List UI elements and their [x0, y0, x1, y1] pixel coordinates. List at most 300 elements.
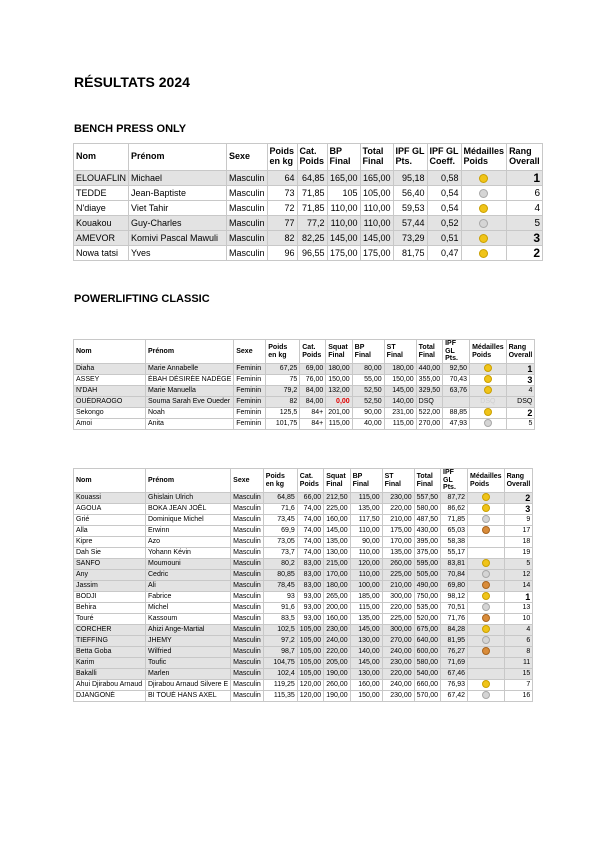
total-cell: 375,00 — [414, 548, 440, 559]
rang-cell: 14 — [504, 581, 533, 592]
st-cell: 140,00 — [384, 397, 416, 408]
poids-cell: 67,25 — [266, 364, 300, 375]
st-cell: 230,00 — [382, 493, 414, 504]
bp-cell: 100,00 — [350, 581, 382, 592]
table-row — [74, 647, 533, 658]
medal-cell — [470, 375, 507, 386]
bp-cell: 110,00 — [350, 526, 382, 537]
nom-cell: SANFO — [74, 559, 146, 570]
st-cell: 260,00 — [382, 559, 414, 570]
gold-medal-icon — [484, 386, 492, 394]
squat-cell: 180,00 — [326, 364, 352, 375]
nom-cell: Grié — [74, 515, 146, 526]
sexe-cell: Masculin — [231, 647, 264, 658]
cat-cell: 105,00 — [297, 669, 323, 680]
medal-cell — [468, 493, 505, 504]
nom-cell: Diaha — [74, 364, 146, 375]
gold-medal-icon — [482, 493, 490, 501]
cat-cell: 66,00 — [297, 493, 323, 504]
table-row — [74, 592, 533, 603]
women-header-row — [74, 340, 535, 364]
sexe-cell: Masculin — [231, 680, 264, 691]
squat-cell: 201,00 — [326, 408, 352, 419]
poids-cell: 97,2 — [263, 636, 297, 647]
gold-medal-icon — [482, 592, 490, 600]
medal-cell — [461, 246, 507, 261]
rang-cell: 17 — [504, 526, 533, 537]
poids-cell: 96 — [267, 246, 297, 261]
rang-cell: 12 — [504, 570, 533, 581]
bp-cell: 165,00 — [327, 171, 360, 186]
nom-cell: BODJI — [74, 592, 146, 603]
poids-cell: 102,5 — [263, 625, 297, 636]
bronze-medal-icon — [482, 581, 490, 589]
cat-cell: 120,00 — [297, 691, 323, 702]
gold-medal-icon — [479, 234, 488, 243]
total-cell: 520,00 — [414, 614, 440, 625]
poids-cell: 80,85 — [263, 570, 297, 581]
rang-cell: 13 — [504, 603, 533, 614]
ipf-cell: 76,93 — [441, 680, 468, 691]
nom-cell: N'DAH — [74, 386, 146, 397]
coeff-cell: 0,54 — [427, 186, 461, 201]
sexe-cell: Feminin — [234, 397, 266, 408]
prenom-cell: Yohann Kévin — [146, 548, 231, 559]
nom-cell: Jassim — [74, 581, 146, 592]
medal-cell — [461, 171, 507, 186]
table-row — [74, 658, 533, 669]
gold-medal-icon — [484, 375, 492, 383]
poids-cell: 80,2 — [263, 559, 297, 570]
prenom-cell: ÉBAH DÉSIRÉE NADÈGE — [146, 375, 234, 386]
medal-cell — [461, 186, 507, 201]
poids-cell: 101,75 — [266, 419, 300, 430]
nom-cell: AGOUA — [74, 504, 146, 515]
sexe-cell: Feminin — [234, 408, 266, 419]
sexe-cell: Masculin — [231, 504, 264, 515]
cat-cell: 82,25 — [297, 231, 327, 246]
prenom-cell: Djirabou Arnaud Silvere E — [146, 680, 231, 691]
st-cell: 115,00 — [384, 419, 416, 430]
squat-cell: 150,00 — [326, 375, 352, 386]
bench-body — [74, 171, 543, 261]
column-header: Médailles Poids — [470, 340, 507, 364]
column-header: IPF GL Pts. — [441, 469, 468, 493]
st-cell: 180,00 — [384, 364, 416, 375]
prenom-cell: Ghislain Ulrich — [146, 493, 231, 504]
total-cell: 440,00 — [416, 364, 442, 375]
rang-cell: 6 — [507, 186, 543, 201]
st-cell: 210,00 — [382, 581, 414, 592]
total-cell: 570,00 — [414, 691, 440, 702]
bp-cell: 52,50 — [352, 386, 384, 397]
medal-cell — [470, 419, 507, 430]
medal-cell — [468, 603, 505, 614]
nom-cell: Kouassi — [74, 493, 146, 504]
table-row — [74, 186, 543, 201]
nom-cell: TEDDE — [74, 186, 129, 201]
poids-cell: 64 — [267, 171, 297, 186]
medal-cell — [461, 216, 507, 231]
coeff-cell: 0,58 — [427, 171, 461, 186]
nom-cell: Alla — [74, 526, 146, 537]
bp-cell: 135,00 — [350, 614, 382, 625]
prenom-cell: JHEMY — [146, 636, 231, 647]
squat-cell: 145,00 — [324, 526, 350, 537]
nom-cell: OUÉDRAOGO — [74, 397, 146, 408]
cat-cell: 74,00 — [297, 537, 323, 548]
st-cell: 230,00 — [382, 658, 414, 669]
total-cell: 580,00 — [414, 658, 440, 669]
coeff-cell: 0,54 — [427, 201, 461, 216]
medal-cell — [468, 680, 505, 691]
column-header: Total Final — [360, 144, 393, 171]
sexe-cell: Masculin — [231, 526, 264, 537]
total-cell: 175,00 — [360, 246, 393, 261]
squat-cell: 215,00 — [324, 559, 350, 570]
bp-cell: 185,00 — [350, 592, 382, 603]
women-body — [74, 364, 535, 430]
prenom-cell: Yves — [129, 246, 227, 261]
rang-cell: 18 — [504, 537, 533, 548]
ipf-cell: 67,42 — [441, 691, 468, 702]
ipf-cell: 88,85 — [443, 408, 470, 419]
ipf-cell — [443, 397, 470, 408]
st-cell: 150,00 — [384, 375, 416, 386]
total-cell: 490,00 — [414, 581, 440, 592]
poids-cell: 77 — [267, 216, 297, 231]
st-cell: 225,00 — [382, 570, 414, 581]
total-cell: 110,00 — [360, 201, 393, 216]
sexe-cell: Masculin — [231, 570, 264, 581]
rang-cell: 2 — [506, 408, 535, 419]
total-cell: 165,00 — [360, 171, 393, 186]
st-cell: 240,00 — [382, 647, 414, 658]
total-cell: 750,00 — [414, 592, 440, 603]
bp-cell: 105 — [327, 186, 360, 201]
total-cell: 145,00 — [360, 231, 393, 246]
table-row — [74, 559, 533, 570]
st-cell: 270,00 — [382, 636, 414, 647]
total-cell: 105,00 — [360, 186, 393, 201]
column-header: BP Final — [352, 340, 384, 364]
table-row — [74, 493, 533, 504]
total-cell: DSQ — [416, 397, 442, 408]
ipf-cell: 95,18 — [393, 171, 427, 186]
prenom-cell: Toufic — [146, 658, 231, 669]
rang-cell: 1 — [506, 364, 535, 375]
column-header: IPF GL Pts. — [393, 144, 427, 171]
medal-cell — [468, 515, 505, 526]
rang-cell: DSQ — [506, 397, 535, 408]
bronze-medal-icon — [482, 647, 490, 655]
sexe-cell: Masculin — [231, 493, 264, 504]
st-cell: 240,00 — [382, 680, 414, 691]
st-cell: 170,00 — [382, 537, 414, 548]
silver-medal-icon — [482, 570, 490, 578]
st-cell: 230,00 — [382, 691, 414, 702]
bp-cell: 115,00 — [350, 603, 382, 614]
bp-cell: 110,00 — [327, 201, 360, 216]
classic-men-table — [73, 468, 533, 702]
bp-cell: 90,00 — [350, 537, 382, 548]
nom-cell: ASSEY — [74, 375, 146, 386]
cat-cell: 74,00 — [297, 548, 323, 559]
total-cell: 660,00 — [414, 680, 440, 691]
poids-cell: 75 — [266, 375, 300, 386]
column-header: Poids en kg — [266, 340, 300, 364]
column-header: Rang Overall — [504, 469, 533, 493]
ipf-cell: 70,43 — [443, 375, 470, 386]
gold-medal-icon — [482, 680, 490, 688]
medal-cell — [470, 386, 507, 397]
prenom-cell: Souma Sarah Eve Oueder — [146, 397, 234, 408]
medal-cell — [468, 636, 505, 647]
squat-cell: 130,00 — [324, 548, 350, 559]
ipf-cell: 86,62 — [441, 504, 468, 515]
st-cell: 210,00 — [382, 515, 414, 526]
squat-cell: 205,00 — [324, 658, 350, 669]
column-header: Total Final — [414, 469, 440, 493]
poids-cell: 73,7 — [263, 548, 297, 559]
bp-cell: 130,00 — [350, 669, 382, 680]
prenom-cell: Fabrice — [146, 592, 231, 603]
sexe-cell: Masculin — [231, 537, 264, 548]
ipf-cell: 73,29 — [393, 231, 427, 246]
table-row — [74, 216, 543, 231]
nom-cell: Betta Goba — [74, 647, 146, 658]
table-row — [74, 171, 543, 186]
bp-cell: 110,00 — [350, 548, 382, 559]
rang-cell: 5 — [506, 419, 535, 430]
prenom-cell: Moumouni — [146, 559, 231, 570]
nom-cell: Behira — [74, 603, 146, 614]
cat-cell: 93,00 — [297, 614, 323, 625]
nom-cell: Dah Sie — [74, 548, 146, 559]
column-header: Rang Overall — [506, 340, 535, 364]
table-row — [74, 570, 533, 581]
squat-cell: 225,00 — [324, 504, 350, 515]
rang-cell: 1 — [504, 592, 533, 603]
column-header: Sexe — [234, 340, 266, 364]
ipf-cell: 87,72 — [441, 493, 468, 504]
medal-cell — [468, 581, 505, 592]
cat-cell: 105,00 — [297, 647, 323, 658]
cat-cell: 77,2 — [297, 216, 327, 231]
cat-cell: 120,00 — [297, 680, 323, 691]
rang-cell: 4 — [506, 386, 535, 397]
table-row — [74, 408, 535, 419]
nom-cell: Touré — [74, 614, 146, 625]
column-header: Médailles Poids — [461, 144, 507, 171]
column-header: Sexe — [231, 469, 264, 493]
rang-cell: 4 — [507, 201, 543, 216]
st-cell: 300,00 — [382, 592, 414, 603]
table-row — [74, 636, 533, 647]
poids-cell: 98,7 — [263, 647, 297, 658]
table-row — [74, 419, 535, 430]
rang-cell: 15 — [504, 669, 533, 680]
ipf-cell: 59,53 — [393, 201, 427, 216]
total-cell: 505,00 — [414, 570, 440, 581]
rang-cell: 19 — [504, 548, 533, 559]
column-header: Poids en kg — [267, 144, 297, 171]
poids-cell: 69,9 — [263, 526, 297, 537]
cat-cell: 83,00 — [297, 570, 323, 581]
table-row — [74, 375, 535, 386]
ipf-cell: 71,85 — [441, 515, 468, 526]
prenom-cell: Guy-Charles — [129, 216, 227, 231]
medal-cell — [470, 397, 507, 408]
st-cell: 300,00 — [382, 625, 414, 636]
medal-cell — [470, 364, 507, 375]
poids-cell: 73 — [267, 186, 297, 201]
total-cell: 355,00 — [416, 375, 442, 386]
column-header: Poids en kg — [263, 469, 297, 493]
bp-cell: 145,00 — [350, 625, 382, 636]
column-header: Cat. Poids — [297, 144, 327, 171]
bp-cell: 120,00 — [350, 559, 382, 570]
bp-cell: 175,00 — [327, 246, 360, 261]
poids-cell: 119,25 — [263, 680, 297, 691]
prenom-cell: Viet Tahir — [129, 201, 227, 216]
ipf-cell: 76,27 — [441, 647, 468, 658]
ipf-cell: 47,93 — [443, 419, 470, 430]
table-row — [74, 548, 533, 559]
gold-medal-icon — [484, 408, 492, 416]
column-header: Rang Overall — [507, 144, 543, 171]
squat-cell: 190,00 — [324, 691, 350, 702]
column-header: ST Final — [382, 469, 414, 493]
medal-cell — [468, 570, 505, 581]
bp-cell: 90,00 — [352, 408, 384, 419]
bp-cell: 110,00 — [327, 216, 360, 231]
squat-cell: 212,50 — [324, 493, 350, 504]
rang-cell: 5 — [507, 216, 543, 231]
cat-cell: 71,85 — [297, 186, 327, 201]
silver-medal-icon — [479, 219, 488, 228]
total-cell: 535,00 — [414, 603, 440, 614]
total-cell: 110,00 — [360, 216, 393, 231]
nom-cell: Bakalli — [74, 669, 146, 680]
nom-cell: Amoi — [74, 419, 146, 430]
poids-cell: 93 — [263, 592, 297, 603]
rang-cell: 2 — [504, 493, 533, 504]
sexe-cell: Masculin — [231, 669, 264, 680]
column-header: Cat. Poids — [300, 340, 326, 364]
prenom-cell: Marie Annabelle — [146, 364, 234, 375]
squat-cell: 132,00 — [326, 386, 352, 397]
ipf-cell: 65,03 — [441, 526, 468, 537]
ipf-cell: 98,12 — [441, 592, 468, 603]
table-row — [74, 386, 535, 397]
rang-cell: 3 — [507, 231, 543, 246]
ipf-cell: 70,51 — [441, 603, 468, 614]
rang-cell: 4 — [504, 625, 533, 636]
cat-cell: 105,00 — [297, 636, 323, 647]
sexe-cell: Masculin — [231, 603, 264, 614]
cat-cell: 64,85 — [297, 171, 327, 186]
nom-cell: Sekongo — [74, 408, 146, 419]
total-cell: 557,50 — [414, 493, 440, 504]
medal-cell — [468, 537, 505, 548]
ipf-cell: 71,69 — [441, 658, 468, 669]
bench-header-row — [74, 144, 543, 171]
medal-cell — [468, 559, 505, 570]
total-cell: 595,00 — [414, 559, 440, 570]
table-row — [74, 201, 543, 216]
bp-cell: 160,00 — [350, 680, 382, 691]
squat-cell: 190,00 — [324, 669, 350, 680]
prenom-cell: Jean-Baptiste — [129, 186, 227, 201]
column-header: Cat. Poids — [297, 469, 323, 493]
medal-cell — [468, 647, 505, 658]
poids-cell: 79,2 — [266, 386, 300, 397]
total-cell: 329,50 — [416, 386, 442, 397]
cat-cell: 74,00 — [297, 515, 323, 526]
bp-cell: 52,50 — [352, 397, 384, 408]
st-cell: 231,00 — [384, 408, 416, 419]
st-cell: 220,00 — [382, 603, 414, 614]
table-row — [74, 504, 533, 515]
st-cell: 220,00 — [382, 669, 414, 680]
st-cell: 175,00 — [382, 526, 414, 537]
sexe-cell: Masculin — [227, 186, 268, 201]
bench-results-table — [73, 143, 543, 261]
table-row — [74, 669, 533, 680]
bp-cell: 145,00 — [327, 231, 360, 246]
ipf-cell: 58,38 — [441, 537, 468, 548]
column-header: IPF GL Pts. — [443, 340, 470, 364]
squat-cell: 240,00 — [324, 636, 350, 647]
table-row — [74, 246, 543, 261]
ipf-cell: 70,84 — [441, 570, 468, 581]
gold-medal-icon — [482, 625, 490, 633]
gold-medal-icon — [482, 559, 490, 567]
gold-medal-icon — [484, 364, 492, 372]
squat-cell: 265,00 — [324, 592, 350, 603]
sexe-cell: Masculin — [227, 246, 268, 261]
gold-medal-icon — [479, 174, 488, 183]
squat-cell: 160,00 — [324, 515, 350, 526]
ipf-cell: 63,76 — [443, 386, 470, 397]
prenom-cell: Cedric — [146, 570, 231, 581]
bp-cell: 55,00 — [352, 375, 384, 386]
bp-cell: 145,00 — [350, 658, 382, 669]
ipf-cell: 56,40 — [393, 186, 427, 201]
ipf-cell: 81,95 — [441, 636, 468, 647]
poids-cell: 78,45 — [263, 581, 297, 592]
prenom-cell: Marie Manuella — [146, 386, 234, 397]
coeff-cell: 0,47 — [427, 246, 461, 261]
cat-cell: 83,00 — [297, 559, 323, 570]
cat-cell: 74,00 — [297, 504, 323, 515]
nom-cell: Ahui Djirabou Arnaud — [74, 680, 146, 691]
ipf-cell: 71,76 — [441, 614, 468, 625]
sexe-cell: Masculin — [227, 216, 268, 231]
column-header: Squat Final — [324, 469, 350, 493]
squat-cell: 230,00 — [324, 625, 350, 636]
rang-cell: 1 — [507, 171, 543, 186]
column-header: Nom — [74, 469, 146, 493]
poids-cell: 115,35 — [263, 691, 297, 702]
cat-cell: 93,00 — [297, 592, 323, 603]
table-row — [74, 614, 533, 625]
sexe-cell: Feminin — [234, 364, 266, 375]
column-header: BP Final — [327, 144, 360, 171]
cat-cell: 74,00 — [297, 526, 323, 537]
poids-cell: 125,5 — [266, 408, 300, 419]
